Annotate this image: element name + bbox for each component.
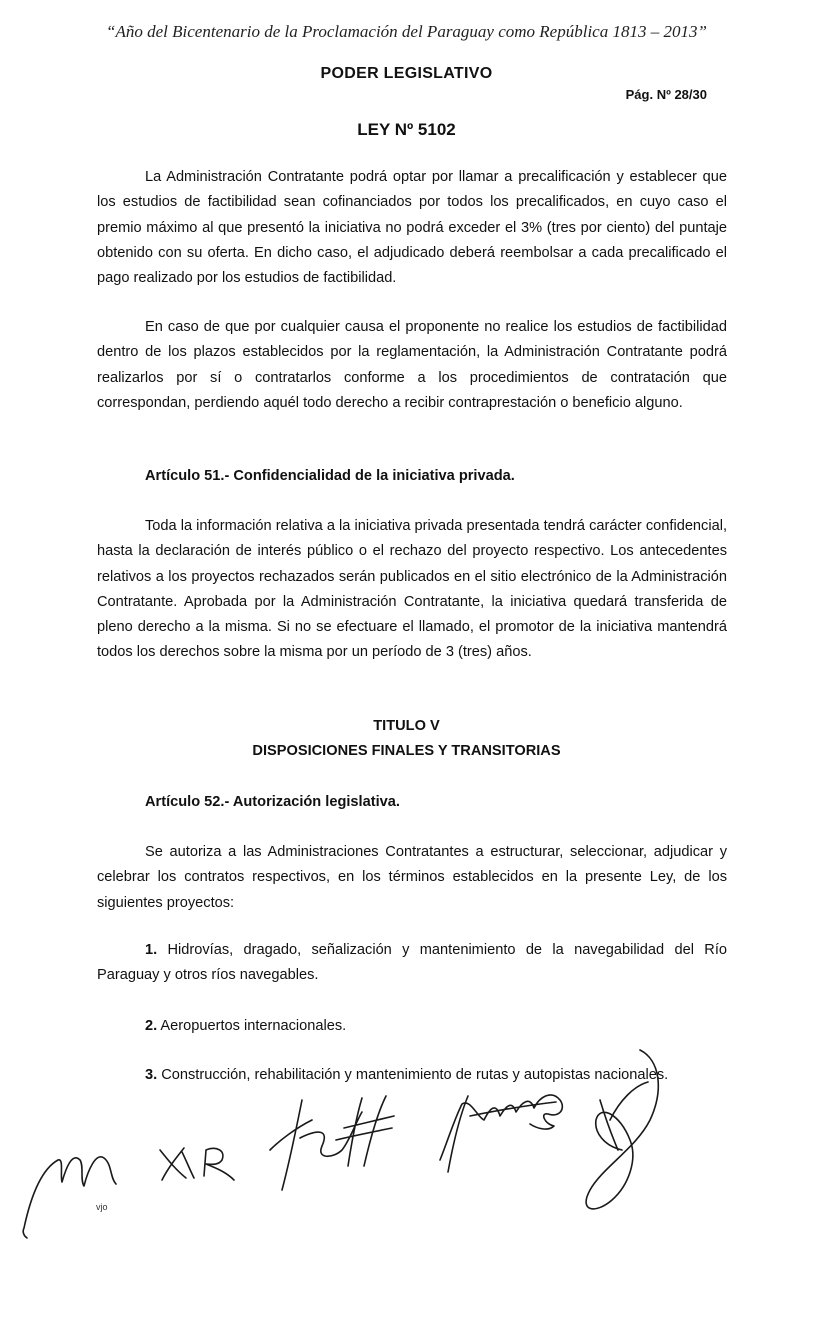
list-item (97, 1014, 727, 1039)
signature-4 (440, 1095, 562, 1172)
signature-1 (23, 1157, 116, 1238)
list-item-number: 3. (145, 1067, 158, 1083)
list-item (97, 1063, 727, 1088)
article-51 (97, 464, 727, 489)
list-item-number: 1. (145, 942, 158, 958)
article-52 (97, 790, 727, 815)
list-item-text: Aeropuertos internacionales. (160, 1018, 347, 1034)
page-number: Pág. Nº 28/30 (625, 87, 707, 102)
signature-3 (270, 1096, 394, 1190)
paragraph-4 (97, 840, 727, 916)
list-item (97, 938, 727, 989)
paragraph-2-text: En caso de que por cualquier causa el proponente no realice los estudios de factibilidad dentro de los plazos establecidos por la reglamentación, la Administración Contratante podrá realizarlos por sí o contratarlos conforme a los procedimientos de contratación que correspondan, perdiendo aquél todo derecho a recibir contraprestación o beneficio alguno. (97, 319, 727, 411)
law-title: LEY Nº 5102 (357, 120, 456, 139)
paragraph-3 (97, 514, 727, 666)
list-item-text: Hidrovías, dragado, señalización y mantenimiento de la navegabilidad del Río Paraguay y otros ríos navegables. (97, 942, 727, 984)
title-v: TITULO V (373, 718, 440, 734)
institution-title: PODER LEGISLATIVO (320, 65, 493, 82)
header-motto: “Año del Bicentenario de la Proclamación del Paraguay como República 1813 – 2013” (106, 22, 707, 41)
paragraph-4-text: Se autoriza a las Administraciones Contratantes a estructurar, seleccionar, adjudicar y celebrar los contratos respectivos, en los términos establecidos en la presente Ley, de los siguientes proyectos: (97, 844, 727, 911)
signature-2 (160, 1148, 234, 1180)
article-52-heading: Artículo 52.- Autorización legislativa. (145, 794, 400, 810)
list-item-text: Construcción, rehabilitación y mantenimiento de rutas y autopistas nacionales. (161, 1067, 669, 1083)
title-v-subtitle: DISPOSICIONES FINALES Y TRANSITORIAS (252, 743, 561, 760)
list-item-number: 2. (145, 1018, 158, 1034)
article-51-heading: Artículo 51.- Confidencialidad de la iniciativa privada. (145, 468, 515, 484)
paragraph-2 (97, 315, 727, 416)
paragraph-1-text: La Administración Contratante podrá optar por llamar a precalificación y establecer que los estudios de factibilidad sean cofinanciados por todos los precalificados, en cuyo caso el premio máximo al que presentó la iniciativa no podrá exceder el 3% (tres por ciento) del puntaje obtenido con su oferta. En dicho caso, el adjudicado deberá reembolsar a cada precalificado el pago realizado por los estudios de factibilidad. (97, 169, 727, 287)
title-v-block (0, 714, 813, 765)
paragraph-1 (97, 165, 727, 291)
paragraph-3-text: Toda la información relativa a la iniciativa privada presentada tendrá carácter confidencial, hasta la declaración de interés público o el rechazo del proyecto respectivo. Los antecedentes relativos a los proyectos rechazados serán publicados en el sitio electrónico de la Administración Contratante. Aprobada por la Administración Contratante, la iniciativa quedará transferida de pleno derecho a la misma. Si no se efectuare el llamado, el promotor de la iniciativa mantendrá todos los derechos sobre la misma por un período de 3 (tres) años. (97, 518, 727, 661)
typist-initials: vjo (96, 1202, 108, 1212)
